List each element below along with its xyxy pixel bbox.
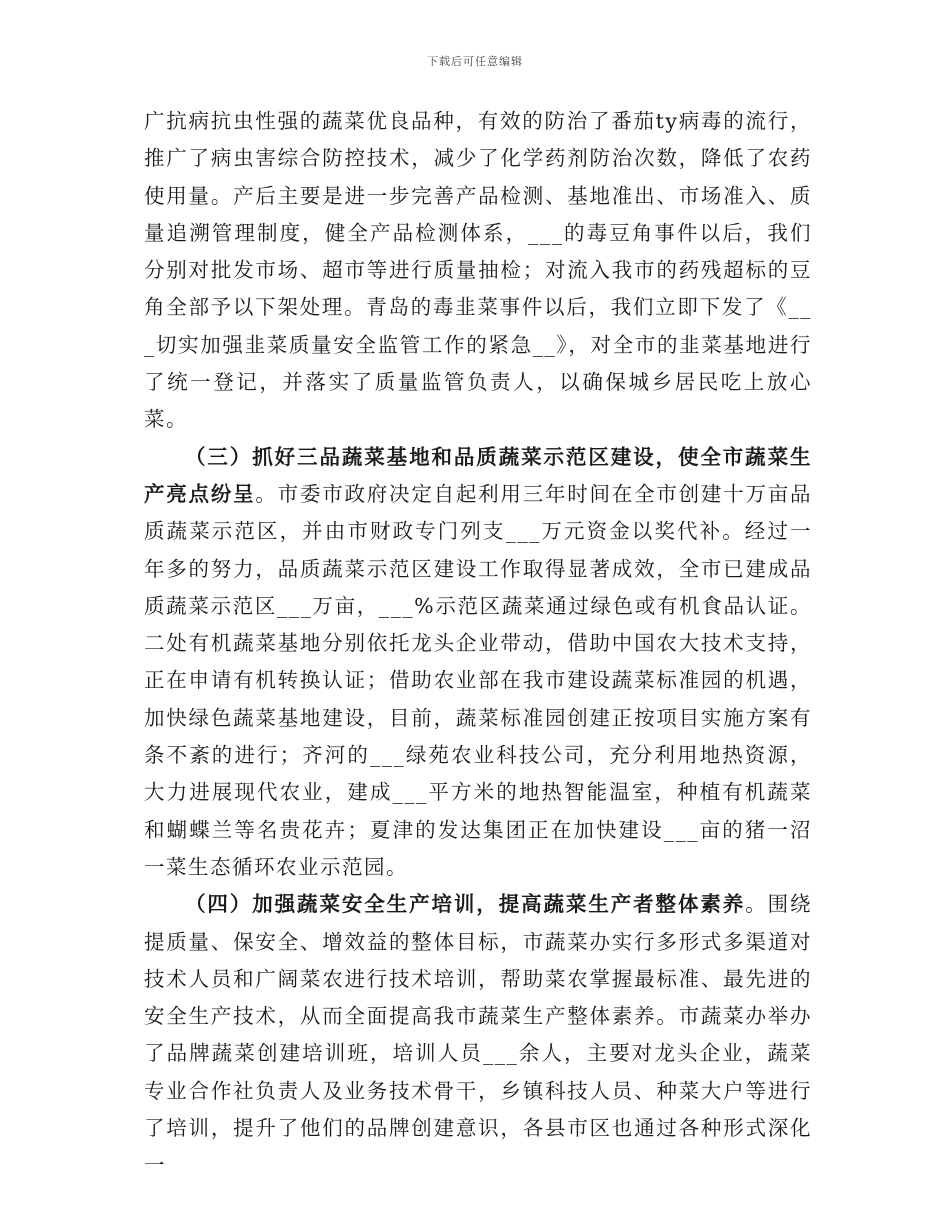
paragraph-1-text: 广抗病抗虫性强的蔬菜优良品种，有效的防治了番茄ty病毒的流行，推广了病虫害综合防控技术，减少了化学药剂防治次数，降低了农药使用量。产后主要是进一步完善产品检测、基地准出、市场准入、质量追溯管理制度，健全产品检测体系，___的毒豆角事件以后，我们分别对批发市场、超市等进行质量抽检；对流入我市的药残超标的豆角全部予以下架处理。青岛的毒韭菜事件以后，我们立即下发了《___切实加强韭菜质量安全监管工作的紧急__》，对全市的韭菜基地进行了统一登记，并落实了质量监管负责人，以确保城乡居民吃上放心菜。 (144, 109, 812, 432)
page-header: 下载后可任意编辑 (427, 55, 523, 68)
section-heading-4: （四）加强蔬菜安全生产培训，提高蔬菜生产者整体素养 (185, 892, 746, 917)
paragraph-3-text: 。围绕提质量、保安全、增效益的整体目标，市蔬菜办实行多形式多渠道对技术人员和广阔菜农进行技术培训，帮助菜农掌握最标准、最先进的安全生产技术，从而全面提高我市蔬菜生产整体素养。市蔬菜办举办了品牌蔬菜创建培训班，培训人员___余人，主要对龙头企业，蔬菜专业合作社负责人及业务技术骨干，乡镇科技人员、种菜大户等进行了培训，提升了他们的品牌创建意识，各县市区也通过各种形式深化一 (144, 892, 813, 1178)
section-heading-3: （三）抓好三品蔬菜基地和品质蔬菜示范区建设，使全市蔬菜生产亮点纷呈 (144, 444, 812, 506)
paragraph-1 (144, 103, 812, 439)
paragraph-3 (144, 886, 812, 1184)
paragraph-2-text: 。市委市政府决定自起利用三年时间在全市创建十万亩品质蔬菜示范区，并由市财政专门列支___万元资金以奖代补。经过一年多的努力，品质蔬菜示范区建设工作取得显著成效，全市已建成品质蔬菜示范区___万亩，___%示范区蔬菜通过绿色或有机食品认证。二处有机蔬菜基地分别依托龙头企业带动，借助中国农大技术支持，正在申请有机转换认证；借助农业部在我市建设蔬菜标准园的机遇，加快绿色蔬菜基地建设，目前，蔬菜标准园创建正按项目实施方案有条不紊的进行；齐河的___绿苑农业科技公司，充分利用地热资源，大力进展现代农业，建成___平方米的地热智能温室，种植有机蔬菜和蝴蝶兰等名贵花卉；夏津的发达集团正在加快建设___亩的猪一沼一菜生态循环农业示范园。 (144, 481, 813, 879)
paragraph-2 (144, 439, 812, 887)
document-body (144, 103, 812, 1185)
